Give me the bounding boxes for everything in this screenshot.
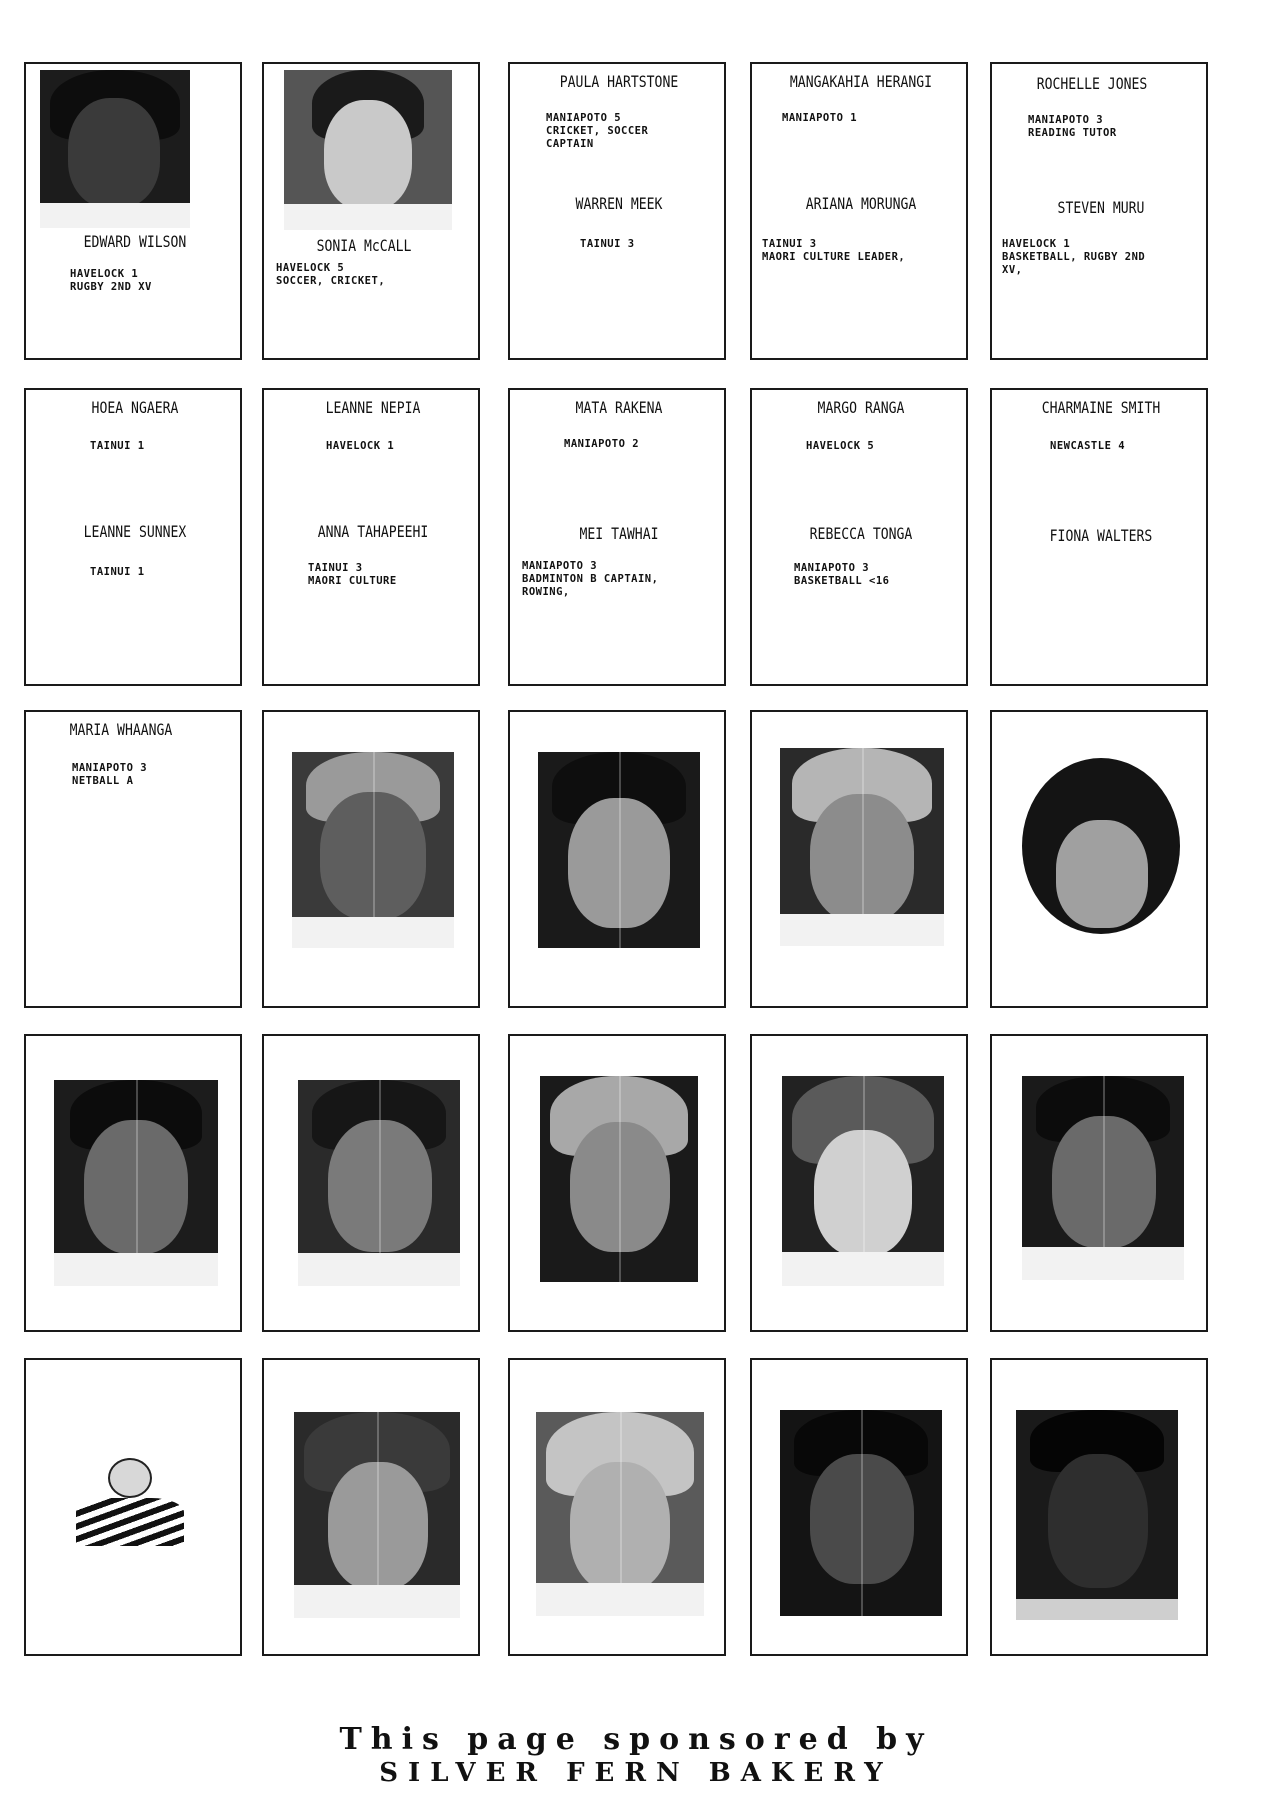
row-3 xyxy=(24,710,1224,1012)
student-name: LEANNE SUNNEX xyxy=(83,522,187,541)
student-name: FIONA WALTERS xyxy=(1049,526,1153,545)
student-name: SONIA McCALL xyxy=(316,236,412,255)
card-sonia-mccall xyxy=(262,62,480,360)
card-composite-photo xyxy=(750,1034,968,1332)
card-composite-photo xyxy=(990,1034,1208,1332)
card-hoea-ngaera-leanne-sunnex xyxy=(24,388,242,686)
student-name: ANNA TAHAPEEHI xyxy=(317,522,429,541)
card-margo-ranga-rebecca-tonga xyxy=(750,388,968,686)
card-composite-photo xyxy=(990,1358,1208,1656)
composite-portrait-photo xyxy=(540,1076,698,1282)
composite-portrait-photo xyxy=(1022,1076,1184,1280)
student-name: MARIA WHAANGA xyxy=(69,720,173,739)
student-details: MANIAPOTO 3 BADMINTON B CAPTAIN, ROWING, xyxy=(522,560,659,598)
card-composite-photo xyxy=(508,1034,726,1332)
student-details: MANIAPOTO 5 CRICKET, SOCCER CAPTAIN xyxy=(546,112,649,150)
composite-portrait-photo xyxy=(1022,758,1180,934)
composite-portrait-photo xyxy=(780,748,944,946)
card-edward-wilson xyxy=(24,62,242,360)
student-details: MANIAPOTO 3 BASKETBALL <16 xyxy=(794,562,890,587)
row-4 xyxy=(24,1034,1224,1336)
composite-portrait-photo xyxy=(538,752,700,948)
card-charmaine-smith-fiona-walters xyxy=(990,388,1208,686)
row-2 xyxy=(24,388,1224,690)
student-name: LEANNE NEPIA xyxy=(325,398,421,417)
row-1 xyxy=(24,62,1224,364)
card-composite-photo xyxy=(508,1358,726,1656)
composite-portrait-photo xyxy=(72,1458,188,1546)
student-name: MANGAKAHIA HERANGI xyxy=(789,72,933,91)
student-details: TAINUI 1 xyxy=(90,566,145,578)
row-5 xyxy=(24,1358,1224,1660)
card-composite-photo xyxy=(990,710,1208,1008)
composite-portrait-photo xyxy=(298,1080,460,1286)
student-name: HOEA NGAERA xyxy=(91,398,179,417)
student-name: ROCHELLE JONES xyxy=(1036,74,1148,93)
student-name: MATA RAKENA xyxy=(575,398,663,417)
student-name: CHARMAINE SMITH xyxy=(1041,398,1161,417)
student-details: TAINUI 3 xyxy=(580,238,635,250)
card-composite-photo xyxy=(750,1358,968,1656)
student-name: EDWARD WILSON xyxy=(83,232,187,251)
card-rochelle-jones-steven-muru xyxy=(990,62,1208,360)
card-mata-rakena-mei-tawhai xyxy=(508,388,726,686)
card-leanne-nepia-anna-tahapeehi xyxy=(262,388,480,686)
card-composite-photo xyxy=(508,710,726,1008)
portrait-photo xyxy=(284,70,452,230)
student-details: NEWCASTLE 4 xyxy=(1050,440,1126,452)
student-details: MANIAPOTO 3 NETBALL A xyxy=(72,762,148,787)
sponsor-name: SILVER FERN BAKERY xyxy=(379,1758,893,1788)
card-composite-photo xyxy=(262,1358,480,1656)
card-composite-photo xyxy=(750,710,968,1008)
student-name: PAULA HARTSTONE xyxy=(559,72,679,91)
card-composite-photo xyxy=(24,1034,242,1332)
composite-portrait-photo xyxy=(292,752,454,948)
card-composite-photo xyxy=(262,710,480,1008)
student-details: HAVELOCK 1 xyxy=(326,440,395,452)
student-details: MANIAPOTO 1 xyxy=(782,112,858,124)
student-details: TAINUI 3 MAORI CULTURE LEADER, xyxy=(762,238,906,263)
student-details: HAVELOCK 1 RUGBY 2ND XV xyxy=(70,268,152,293)
card-mangakahia-herangi-ariana-morunga xyxy=(750,62,968,360)
student-name: REBECCA TONGA xyxy=(809,524,913,543)
student-name: ARIANA MORUNGA xyxy=(805,194,917,213)
student-details: HAVELOCK 1 BASKETBALL, RUGBY 2ND XV, xyxy=(1002,238,1146,276)
composite-portrait-photo xyxy=(54,1080,218,1286)
card-composite-photo xyxy=(262,1034,480,1332)
student-details: TAINUI 3 MAORI CULTURE xyxy=(308,562,397,587)
student-details: TAINUI 1 xyxy=(90,440,145,452)
student-name: STEVEN MURU xyxy=(1057,198,1145,217)
card-paula-hartstone-warren-meek xyxy=(508,62,726,360)
composite-portrait-photo xyxy=(780,1410,942,1616)
portrait-photo xyxy=(40,70,190,228)
student-details: MANIAPOTO 2 xyxy=(564,438,640,450)
composite-portrait-photo xyxy=(782,1076,944,1286)
composite-portrait-photo xyxy=(1016,1410,1178,1620)
student-details: HAVELOCK 5 SOCCER, CRICKET, xyxy=(276,262,386,287)
student-name: WARREN MEEK xyxy=(575,194,663,213)
card-composite-photo xyxy=(24,1358,242,1656)
card-maria-whaanga xyxy=(24,710,242,1008)
sponsor-line: This page sponsored by xyxy=(339,1722,933,1757)
student-details: HAVELOCK 5 xyxy=(806,440,875,452)
student-details: MANIAPOTO 3 READING TUTOR xyxy=(1028,114,1117,139)
composite-portrait-photo xyxy=(536,1412,704,1616)
student-name: MARGO RANGA xyxy=(817,398,905,417)
composite-portrait-photo xyxy=(294,1412,460,1618)
student-name: MEI TAWHAI xyxy=(579,524,659,543)
